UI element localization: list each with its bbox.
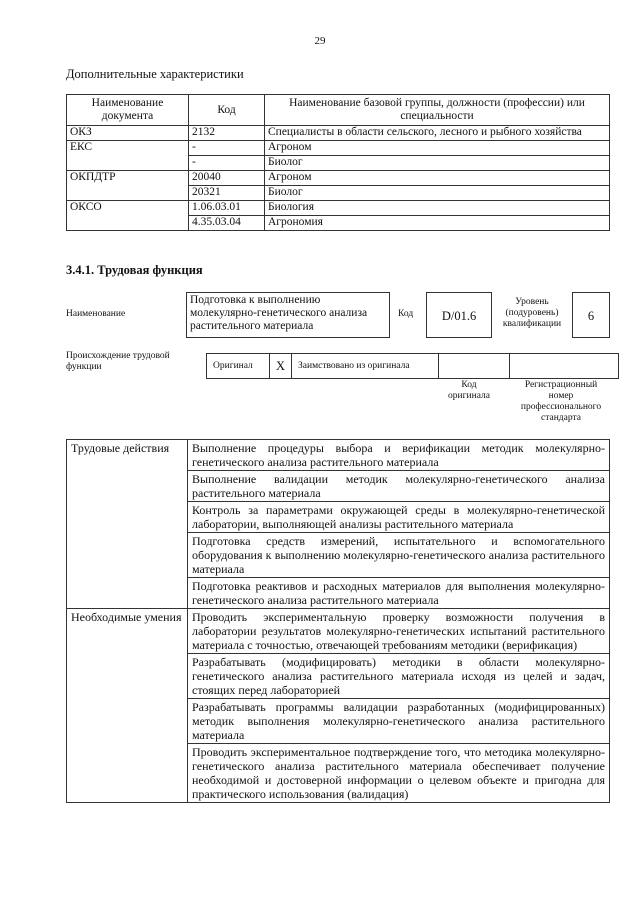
table-row [67,654,610,699]
category-cell [67,471,188,502]
reg-number-caption: Регистрационный номер профессионального стандарта [520,380,602,423]
table-cell: - [189,156,265,171]
borrowed-label: Заимствовано из оригинала [292,354,439,379]
category-cell [67,533,188,578]
name-label: Наименование [66,309,126,319]
table-row [67,609,610,654]
description-cell: Выполнение процедуры выбора и верификации методик молекулярно-генетического анализа растительного материала [188,440,610,471]
table-row [67,126,610,141]
table-header-row [67,95,610,126]
table-row [67,201,610,216]
actions-table [66,439,610,803]
table-cell: Агрономия [265,216,610,231]
table-cell: 4.35.03.04 [189,216,265,231]
origin-table [206,353,619,379]
table-cell: - [189,141,265,156]
category-cell [67,744,188,803]
table-cell: ЕКС [67,141,189,171]
table-cell: Биолог [265,186,610,201]
original-mark: X [270,354,292,379]
page-number: 29 [314,35,326,47]
code-original-caption: Код оригинала [448,380,490,401]
category-cell: Необходимые умения [67,609,188,654]
table-cell: Биология [265,201,610,216]
table-cell: 2132 [189,126,265,141]
table-row [67,533,610,578]
origin-label: Происхождение трудовой функции [66,351,170,372]
description-cell: Проводить экспериментальное подтверждение того, что методика молекулярно-генетического анализа растительного материала обеспечивает получение необходимой и достоверной информации о целевом объекте и пригодна для практического использования (валидация) [188,744,610,803]
category-cell [67,502,188,533]
table-row [67,699,610,744]
table-row [67,171,610,186]
function-name: Подготовка к выполнению молекулярно-генетического анализа растительного материала [190,294,368,332]
column-header: Наименование базовой группы, должности (профессии) или специальности [265,95,610,126]
function-code-box [426,292,492,338]
table-row [67,440,610,471]
table-cell: 20040 [189,171,265,186]
table-row [67,141,610,156]
section-title: Дополнительные характеристики [66,67,244,81]
category-cell [67,699,188,744]
table-cell: ОКПДТР [67,171,189,201]
function-heading: 3.4.1. Трудовая функция [66,263,203,277]
description-cell: Подготовка реактивов и расходных материалов для выполнения молекулярно-генетического анализа растительного материала [188,578,610,609]
table-cell: 1.06.03.01 [189,201,265,216]
table-cell: ОКСО [67,201,189,231]
table-row [67,744,610,803]
table-cell: Агроном [265,141,610,156]
original-code-cell [439,354,510,379]
table-cell: Биолог [265,156,610,171]
origin-row [207,354,619,379]
original-label: Оригинал [207,354,270,379]
level-value: 6 [587,309,595,323]
category-cell [67,654,188,699]
description-cell: Выполнение валидации методик молекулярно-генетического анализа растительного материала [188,471,610,502]
reg-number-cell [510,354,619,379]
table-cell: Специалисты в области сельского, лесного и рыбного хозяйства [265,126,610,141]
description-cell: Разрабатывать программы валидации разработанных (модифицированных) методик выполнения молекулярно-генетического анализа растительного материала [188,699,610,744]
characteristics-table [66,94,610,231]
table-row [67,502,610,533]
table-cell: 20321 [189,186,265,201]
category-cell [67,578,188,609]
table-row [67,471,610,502]
function-name-box [186,292,390,338]
table-cell: ОКЗ [67,126,189,141]
description-cell: Разрабатывать (модифицировать) методики в области молекулярно-генетического анализа растительного материала исходя из целей и задач, стоящих перед лабораторией [188,654,610,699]
description-cell: Контроль за параметрами окружающей среды в молекулярно-генетической лаборатории, выполняющей анализы растительного материала [188,502,610,533]
category-cell: Трудовые действия [67,440,188,471]
level-label: Уровень (подуровень) квалификации [502,297,562,329]
function-code: D/01.6 [441,309,477,323]
description-cell: Подготовка средств измерений, испытательного и вспомогательного оборудования к выполнению молекулярно-генетического анализа растительного материала [188,533,610,578]
table-cell: Агроном [265,171,610,186]
level-box [572,292,610,338]
column-header: Код [189,95,265,126]
code-label: Код [398,309,414,319]
column-header: Наименование документа [67,95,189,126]
description-cell: Проводить экспериментальную проверку возможности получения в лаборатории результатов молекулярно-генетических испытаний растительного материала с точностью, отвечающей требованиям методики (верификация) [188,609,610,654]
table-row [67,578,610,609]
